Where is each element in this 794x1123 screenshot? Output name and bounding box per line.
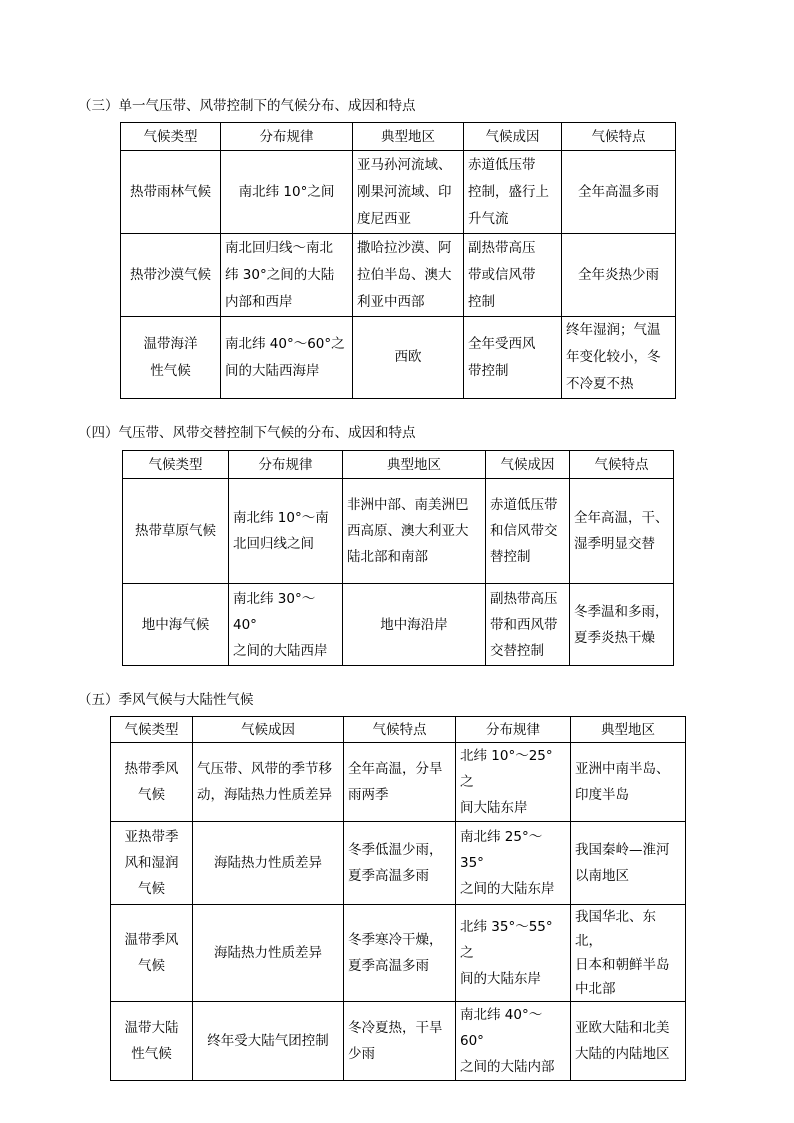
table-cell: 热带季风 气候 (124, 761, 179, 803)
header-cell: 典型地区 (571, 717, 686, 743)
table-cell: 冬季寒冷干燥， 夏季高温多雨 (348, 932, 443, 974)
header-cell: 典型地区 (343, 451, 486, 479)
table-cell: 地中海气候 (141, 616, 210, 633)
table-cell: 西欧 (394, 349, 422, 365)
table-cell: 赤道低压带 控制，盛行上 升气流 (468, 156, 549, 227)
table-cell: 南北纬 30°～40° 之间的大陆西岸 (233, 590, 328, 659)
table-row (123, 584, 674, 666)
table-row (111, 822, 686, 905)
table-cell: 温带海洋 性气候 (143, 335, 198, 379)
header-cell: 气候特点 (562, 123, 676, 151)
table-cell: 地中海沿岸 (380, 616, 448, 633)
table-cell: 北纬 10°～25°之 间大陆东岸 (460, 748, 553, 816)
table-cell: 终年湿润；气温 年变化较小，冬 不冷夏不热 (566, 322, 661, 392)
table-cell: 全年高温，干、 湿季明显交替 (574, 510, 669, 552)
table-cell: 亚热带季 风和湿润 气候 (124, 829, 179, 897)
table-cell: 温带大陆 性气候 (124, 1020, 179, 1062)
table-cell: 北纬 35°～55°之 间的大陆东岸 (460, 919, 553, 987)
header-cell: 气候成因 (464, 123, 562, 151)
table-cell: 冬季低温少雨， 夏季高温多雨 (348, 842, 443, 884)
table-row (121, 317, 676, 399)
table-row (121, 151, 676, 234)
table-cell: 南北纬 25°～35° 之间的大陆东岸 (460, 829, 555, 897)
table-cell: 副热带高压 带和西风带 交替控制 (490, 590, 558, 659)
section4-table (122, 450, 674, 666)
table-cell: 亚洲中南半岛、 印度半岛 (575, 761, 670, 803)
table-cell: 南北纬 40°～60°之 间的大陆西海岸 (225, 335, 345, 379)
table-cell: 南北纬 10°之间 (238, 183, 335, 200)
table-cell: 全年高温，分旱 雨两季 (348, 761, 443, 803)
table-header-row (123, 451, 674, 479)
table-row (111, 905, 686, 1002)
table-cell: 南北回归线～南北 纬 30°之间的大陆 内部和西岸 (225, 239, 335, 310)
table-cell: 非洲中部、南美洲巴 西高原、澳大利亚大 陆北部和南部 (347, 497, 469, 565)
table-cell: 撒哈拉沙漠、阿 拉伯半岛、澳大 利亚中西部 (357, 239, 452, 310)
table-cell: 副热带高压 带或信风带 控制 (468, 239, 536, 310)
table-cell: 全年受西风 带控制 (468, 335, 536, 379)
table-cell: 亚欧大陆和北美 大陆的内陆地区 (575, 1020, 670, 1062)
header-cell: 气候成因 (486, 451, 570, 479)
table-row (123, 479, 674, 584)
table-cell: 气压带、风带的季节移 动，海陆热力性质差异 (197, 761, 332, 803)
table-cell: 我国秦岭—淮河 以南地区 (575, 842, 670, 884)
header-cell: 气候类型 (123, 451, 229, 479)
header-cell: 典型地区 (353, 123, 464, 151)
header-cell: 分布规律 (221, 123, 353, 151)
header-cell: 气候特点 (344, 717, 456, 743)
table-cell: 冬冷夏热，干旱 少雨 (348, 1020, 443, 1062)
table-cell: 热带沙漠气候 (130, 266, 211, 283)
table-cell: 热带草原气候 (135, 523, 216, 539)
header-cell: 气候特点 (570, 451, 674, 479)
section5-table (110, 716, 686, 1081)
table-cell: 南北纬 10°～南 北回归线之间 (233, 510, 329, 552)
header-cell: 气候类型 (111, 717, 193, 743)
section5-heading: （五）季风气候与大陆性气候 (78, 692, 254, 708)
header-cell: 分布规律 (456, 717, 571, 743)
table-cell: 温带季风 气候 (124, 932, 179, 974)
table-header-row (121, 123, 676, 151)
table-cell: 赤道低压带 和信风带交 替控制 (490, 497, 558, 565)
table-cell: 海陆热力性质差异 (214, 945, 322, 961)
table-header-row (111, 717, 686, 743)
table-row (111, 743, 686, 822)
header-cell: 气候类型 (121, 123, 221, 151)
section4-heading: （四）气压带、风带交替控制下气候的分布、成因和特点 (78, 425, 416, 441)
table-row (121, 234, 676, 317)
table-cell: 海陆热力性质差异 (214, 855, 322, 871)
table-cell: 南北纬 40°～60° 之间的大陆内部 (460, 1007, 555, 1075)
table-cell: 我国华北、东北， 日本和朝鲜半岛 中北部 (575, 909, 670, 997)
header-cell: 气候成因 (193, 717, 344, 743)
table-cell: 亚马孙河流域、 刚果河流域、印 度尼西亚 (357, 156, 452, 227)
table-cell: 热带雨林气候 (130, 183, 211, 200)
section3-table (120, 122, 676, 399)
section3-heading: （三）单一气压带、风带控制下的气候分布、成因和特点 (78, 98, 416, 114)
table-cell: 全年炎热少雨 (578, 266, 659, 283)
table-row (111, 1002, 686, 1081)
table-cell: 冬季温和多雨， 夏季炎热干燥 (574, 603, 669, 646)
table-cell: 全年高温多雨 (578, 183, 659, 200)
table-cell: 终年受大陆气团控制 (207, 1033, 329, 1049)
header-cell: 分布规律 (229, 451, 343, 479)
